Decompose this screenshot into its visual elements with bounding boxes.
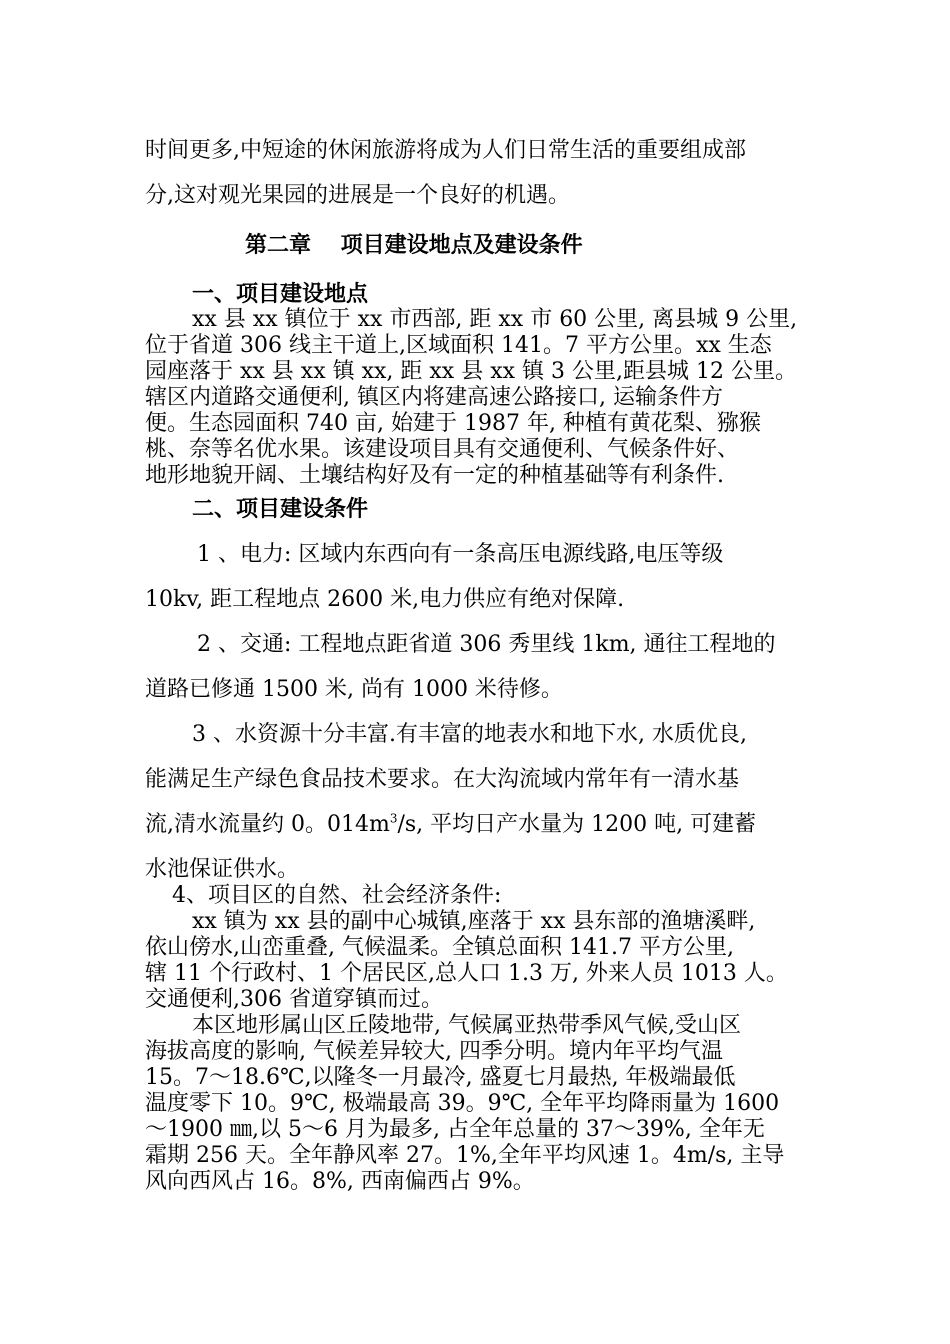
location-line-2: 位于省道 306 线主干道上,区域面积 141。7 平方公里。xx 生态 — [145, 333, 772, 358]
item-water-line-1: 3 、水资源十分丰富.有丰富的地表水和地下水, 水质优良, — [192, 722, 747, 747]
socio-para1-line-4: 交通便利,306 省道穿镇而过。 — [145, 987, 443, 1012]
item-traffic-line-1: 2 、交通: 工程地点距省道 306 秀里线 1km, 通往工程地的 — [197, 632, 776, 657]
intro-line-1: 时间更多,中短途的休闲旅游将成为人们日常生活的重要组成部 — [145, 138, 746, 163]
location-line-4: 辖区内道路交通便利, 镇区内将建高速公路接口, 运输条件方 — [145, 385, 723, 410]
socio-para2-line-7: 风向西风占 16。8%, 西南偏西占 9%。 — [145, 1169, 535, 1194]
item-socioeconomic-heading: 4、项目区的自然、社会经济条件: — [172, 883, 502, 908]
socio-para2-line-4: 温度零下 10。9℃, 极端最高 39。9℃, 全年平均降雨量为 1600 — [145, 1091, 780, 1116]
section-heading-conditions: 二、项目建设条件 — [192, 496, 369, 522]
chapter-title: 第二章 项目建设地点及建设条件 — [245, 232, 583, 258]
location-line-5: 便。生态园面积 740 亩, 始建于 1987 年, 种植有黄花梨、猕猴 — [145, 411, 761, 436]
item-electricity-line-1: 1 、电力: 区域内东西向有一条高压电源线路,电压等级 — [197, 542, 724, 567]
socio-para2-line-6: 霜期 256 天。全年静风率 27。1%,全年平均风速 1。4m/s, 主导 — [145, 1143, 785, 1168]
location-line-1: xx 县 xx 镇位于 xx 市西部, 距 xx 市 60 公里, 离县城 9 公里, — [192, 307, 798, 332]
water-flow-text-rest: /s, 平均日产水量为 1200 吨, 可建蓄 — [397, 812, 757, 837]
location-line-6: 桃、奈等名优水果。该建设项目具有交通便利、气候条件好、 — [145, 437, 740, 462]
item-traffic-line-2: 道路已修通 1500 米, 尚有 1000 米待修。 — [145, 677, 563, 702]
item-water-line-2: 能满足生产绿色食品技术要求。在大沟流域内常年有一清水基 — [145, 767, 740, 792]
socio-para2-line-3: 15。7～18.6℃,以隆冬一月最冷, 盛夏七月最热, 年极端最低 — [145, 1065, 736, 1090]
item-water-line-4: 水池保证供水。 — [145, 857, 300, 882]
item-water-line-3 — [145, 812, 756, 838]
socio-para1-line-2: 依山傍水,山峦重叠, 气候温柔。全镇总面积 141.7 平方公里, — [145, 935, 734, 960]
socio-para2-line-2: 海拔高度的影响, 气候差异较大, 四季分明。境内年平均气温 — [145, 1039, 723, 1064]
water-flow-text: 流,清水流量约 0。014m — [145, 812, 390, 837]
item-electricity-line-2: 10kv, 距工程地点 2600 米,电力供应有绝对保障. — [145, 587, 625, 612]
section-heading-location: 一、项目建设地点 — [192, 281, 369, 307]
location-line-7: 地形地貌开阔、土壤结构好及有一定的种植基础等有利条件. — [145, 463, 724, 488]
socio-para2-line-5: ～1900 ㎜,以 5～6 月为最多, 占全年总量的 37～39%, 全年无 — [145, 1117, 765, 1142]
socio-para1-line-1: xx 镇为 xx 县的副中心城镇,座落于 xx 县东部的渔塘溪畔, — [192, 909, 756, 934]
location-line-3: 园座落于 xx 县 xx 镇 xx, 距 xx 县 xx 镇 3 公里,距县城 12 公里。 — [145, 359, 797, 384]
cubic-superscript: 3 — [389, 811, 398, 826]
socio-para1-line-3: 辖 11 个行政村、1 个居民区,总人口 1.3 万, 外来人员 1013 人。 — [145, 961, 788, 986]
intro-line-2: 分,这对观光果园的进展是一个良好的机遇。 — [145, 183, 570, 208]
socio-para2-line-1: 本区地形属山区丘陵地带, 气候属亚热带季风气候,受山区 — [192, 1013, 741, 1038]
